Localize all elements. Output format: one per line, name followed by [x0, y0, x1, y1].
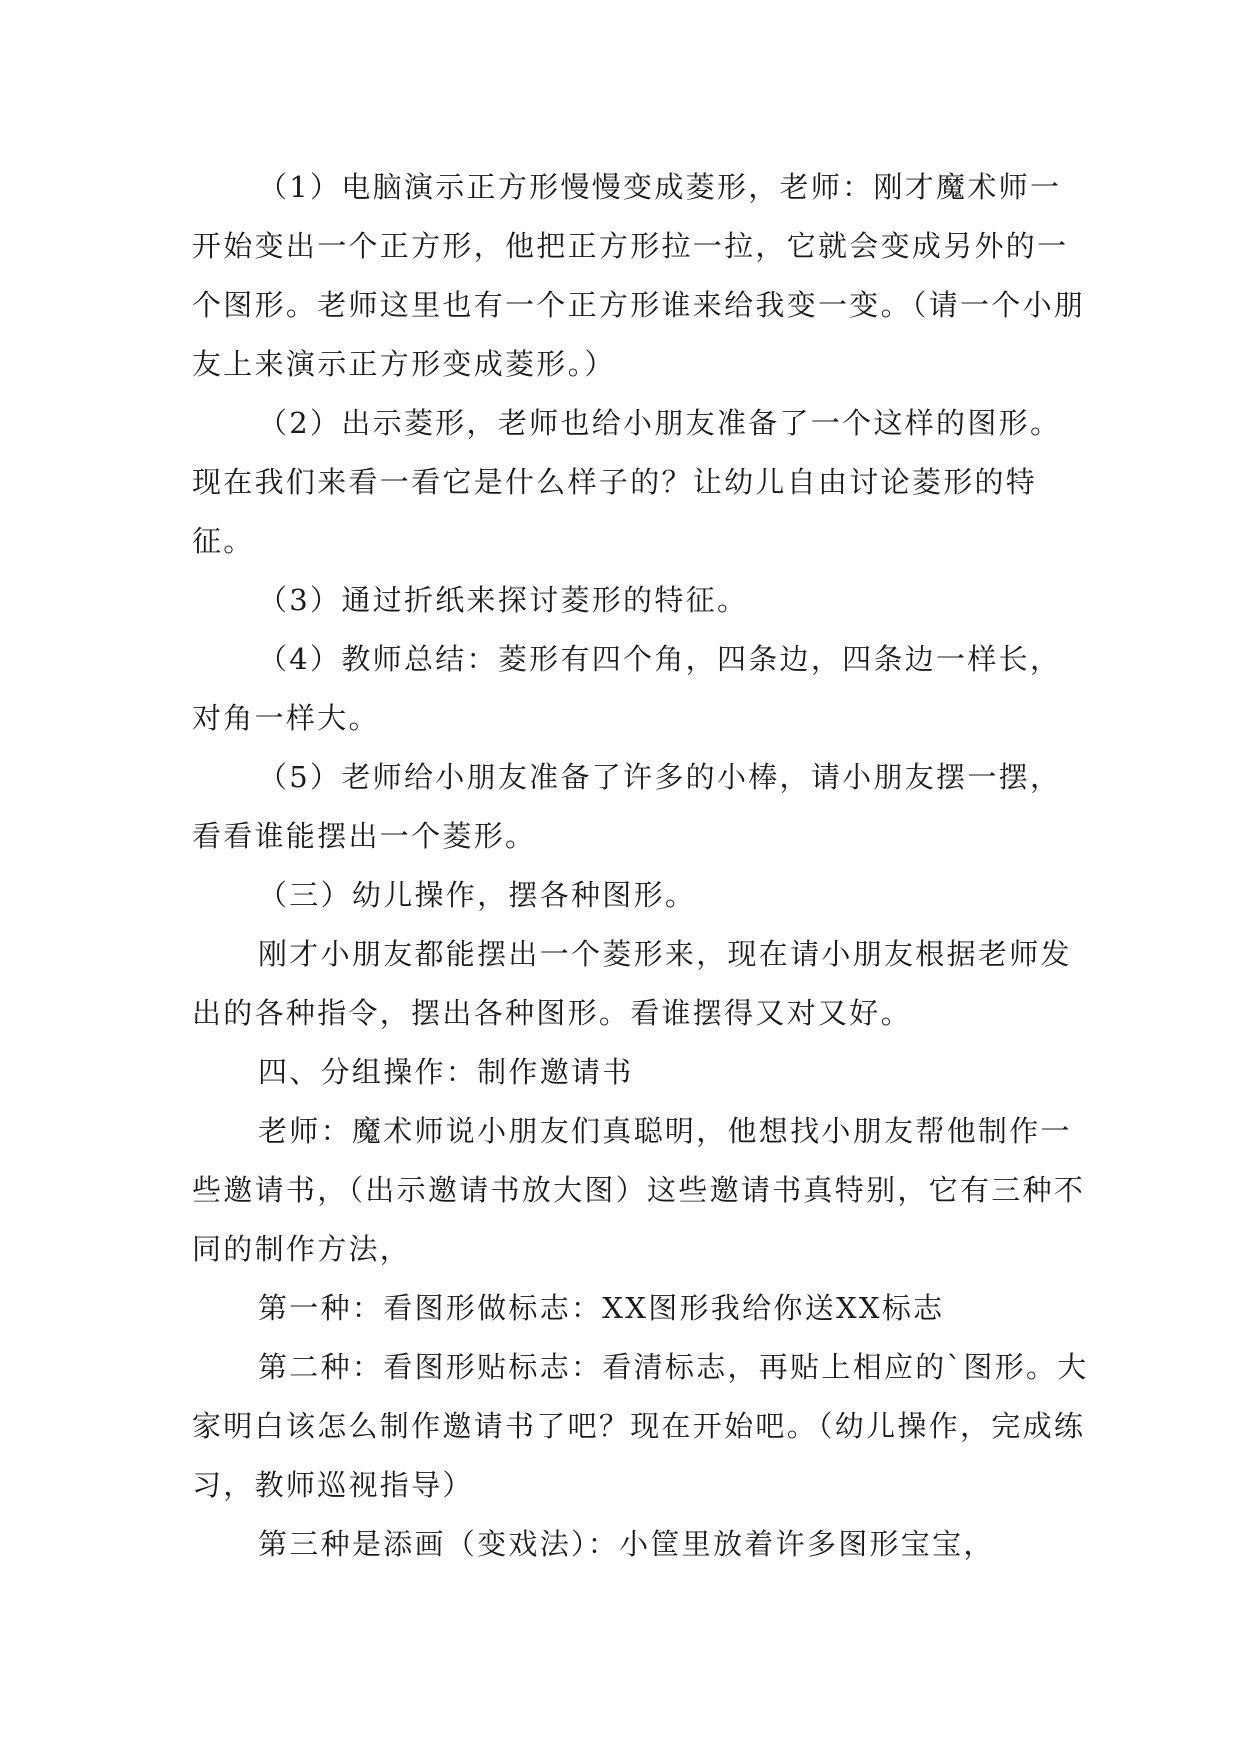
paragraph-invitation-intro: 老师：魔术师说小朋友们真聪明，他想找小朋友帮他制作一些邀请书，（出示邀请书放大图）这些邀请书真特别，它有三种不同的制作方法，	[192, 1114, 1086, 1266]
paragraph-method-2: 第二种：看图形贴标志：看清标志，再贴上相应的`图形。大家明白该怎么制作邀请书了吧？现在开始吧。（幼儿操作，完成练习，教师巡视指导）	[192, 1350, 1089, 1502]
paragraph-step-1: （1）电脑演示正方形慢慢变成菱形，老师：刚才魔术师一开始变出一个正方形，他把正方形拉一拉，它就会变成另外的一个图形。老师这里也有一个正方形谁来给我变一变。（请一个小朋友上来演示正方形变成菱形。）	[192, 170, 1086, 381]
paragraph-method-1: 第一种：看图形做标志：XX图形我给你送XX标志	[258, 1291, 945, 1325]
paragraph-method-3: 第三种是添画（变戏法）：小筐里放着许多图形宝宝，	[258, 1527, 995, 1561]
section-heading-group-operation: 四、分组操作：制作邀请书	[258, 1055, 634, 1089]
paragraph-step-3: （3）通过折纸来探讨菱形的特征。	[258, 583, 749, 617]
section-heading-children-operation: （三）幼儿操作，摆各种图形。	[258, 878, 697, 912]
document-body	[192, 158, 1092, 1574]
paragraph-step-4: （4）教师总结：菱形有四个角，四条边，四条边一样长，对角一样大。	[192, 642, 1062, 735]
paragraph-instructions: 刚才小朋友都能摆出一个菱形来，现在请小朋友根据老师发出的各种指令，摆出各种图形。看谁摆得又对又好。	[192, 937, 1072, 1030]
paragraph-step-5: （5）老师给小朋友准备了许多的小棒，请小朋友摆一摆，看看谁能摆出一个菱形。	[192, 760, 1062, 853]
paragraph-step-2: （2）出示菱形，老师也给小朋友准备了一个这样的图形。现在我们来看一看它是什么样子的？让幼儿自由讨论菱形的特征。	[192, 406, 1062, 558]
